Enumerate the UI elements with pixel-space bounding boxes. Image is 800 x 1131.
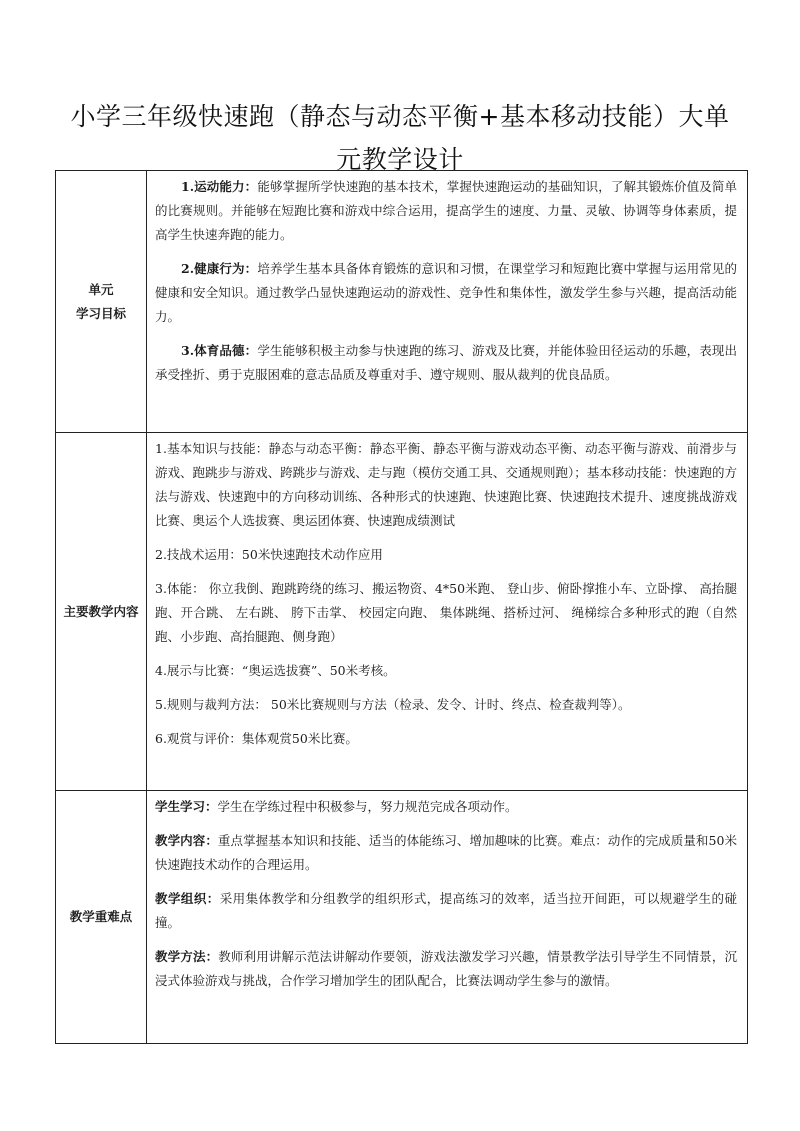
goal-text: 能够掌握所学快速跑的基本技术，掌握快速跑运动的基础知识，了解其锻炼价值及简单的比赛规则。并能够在短跑比赛和游戏中综合运用，提高学生的速度、力量、灵敏、协调等身体素质，提高学生快速奔跑的能力。 — [155, 179, 737, 242]
row-label-line: 学习目标 — [75, 305, 126, 321]
row-label-main-content: 主要教学内容 — [56, 433, 147, 791]
goal-text: 培养学生基本具备体育锻炼的意识和习惯，在课堂学习和短跑比赛中掌握与运用常见的健康和安全知识。通过教学凸显快速跑运动的游戏性、竞争性和集体性，激发学生参与兴趣，提高活动能力。 — [155, 261, 737, 324]
content-paragraph: 5.规则与裁判方法： 50米比赛规则与方法（检录、发令、计时、终点、检查裁判等）。 — [155, 697, 631, 712]
unit-plan-table — [55, 170, 748, 1044]
main-content-cell — [147, 433, 748, 791]
key-point-paragraph — [155, 945, 737, 993]
goal-paragraph — [155, 339, 737, 387]
learning-goals-content — [147, 171, 748, 433]
content-paragraph: 6.观赏与评价：集体观赏50米比赛。 — [155, 731, 358, 746]
key-point-text: 学生在学练过程中积极参与，努力规范完成各项动作。 — [217, 799, 518, 814]
key-point-text: 采用集体教学和分组教学的组织形式，提高练习的效率，适当拉开间距，可以规避学生的碰撞。 — [155, 891, 737, 930]
key-point-paragraph — [155, 887, 737, 935]
table-row-key-points — [56, 791, 748, 1044]
goal-heading: 2.健康行为： — [181, 261, 258, 276]
content-paragraph: 2.技战术运用：50米快速跑技术动作应用 — [155, 547, 383, 562]
key-point-text: 教师利用讲解示范法讲解动作要领，游戏法激发学习兴趣，情景教学法引导学生不同情景，沉浸式体验游戏与挑战，合作学习增加学生的团队配合，比赛法调动学生参与的激情。 — [155, 949, 737, 988]
content-paragraph: 1.基本知识与技能：静态与动态平衡：静态平衡、静态平衡与游戏动态平衡、动态平衡与游戏、前滑步与游戏、跑跳步与游戏、跨跳步与游戏、走与跑（模仿交通工具、交通规则跑）；基本移动技能：快速跑的方法与游戏、快速跑中的方向移动训练、各种形式的快速跑、快速跑比赛、快速跑技术提升、速度挑战游戏比赛、奥运个人选拔赛、奥运团体赛、快速跑成绩测试 — [155, 441, 737, 528]
page-title: 小学三年级快速跑（静态与动态平衡+基本移动技能）大单元教学设计 — [70, 101, 730, 174]
goal-paragraph — [155, 257, 737, 329]
key-point-paragraph — [155, 829, 737, 877]
goal-paragraph — [155, 175, 737, 247]
goal-heading: 3.体育品德： — [181, 343, 258, 358]
key-point-text: 重点掌握基本知识和技能、适当的体能练习、增加趣味的比赛。难点：动作的完成质量和50米快速跑技术动作的合理运用。 — [155, 833, 737, 872]
row-label-line: 单元 — [88, 281, 114, 297]
key-point-heading: 教学内容： — [155, 833, 218, 848]
content-paragraph: 4.展示与比赛：“奥运选拔赛”、50米考核。 — [155, 663, 396, 678]
table-row-main-content — [56, 433, 748, 791]
goal-text: 学生能够积极主动参与快速跑的练习、游戏及比赛，并能体验田径运动的乐趣，表现出承受挫折、勇于克服困难的意志品质及尊重对手、遵守规则、服从裁判的优良品质。 — [155, 343, 737, 382]
key-point-heading: 教学方法： — [155, 949, 219, 964]
key-points-cell — [147, 791, 748, 1044]
key-point-heading: 教学组织： — [155, 891, 220, 906]
key-point-paragraph — [155, 795, 737, 819]
goal-heading: 1.运动能力： — [181, 179, 258, 194]
table-row-learning-goals — [56, 171, 748, 433]
row-label-learning-goals — [56, 171, 147, 433]
content-paragraph: 3.体能： 你立我倒、跑跳跨绕的练习、搬运物资、4*50米跑、 登山步、俯卧撑推小车、立卧撑、 高抬腿跑、开合跳、 左右跳、 胯下击掌、 校园定向跑、 集体跳绳、搭桥过河、 绳梯综合多种形式的跑（自然跑、小步跑、高抬腿跑、侧身跑） — [155, 581, 737, 644]
row-label-key-points: 教学重难点 — [56, 791, 147, 1044]
key-point-heading: 学生学习： — [155, 799, 218, 814]
